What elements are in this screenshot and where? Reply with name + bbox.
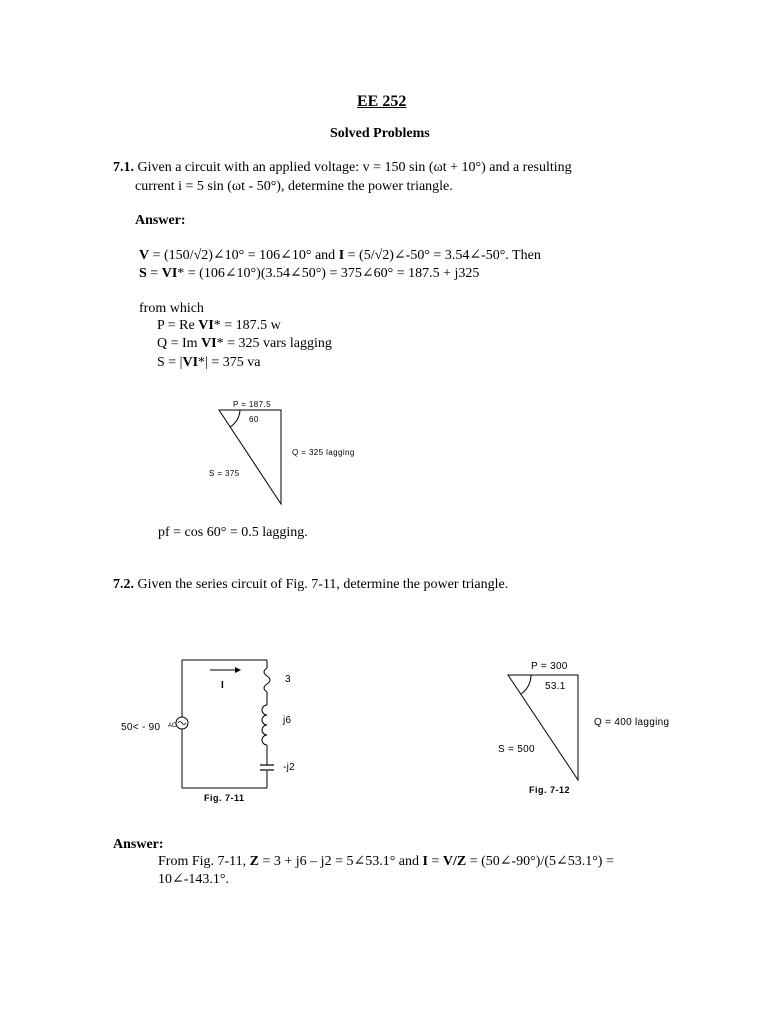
symbol-vi: VI — [182, 355, 199, 370]
symbol-v: V — [139, 248, 150, 263]
current-label: I — [221, 680, 225, 691]
triangle-shape — [219, 410, 281, 504]
reactive-power-value: * = 325 vars lagging — [216, 336, 332, 351]
resistor-label: 3 — [285, 674, 291, 685]
triangle-shape — [508, 675, 578, 780]
symbol-z: Z — [249, 854, 259, 869]
problem-line-1: Given a circuit with an applied voltage: v = 150 sin (ωt + 10°) and a resulting — [137, 160, 572, 175]
equation-s — [139, 265, 479, 283]
triangle-angle-label: 60 — [249, 415, 259, 424]
symbol-vi: VI — [198, 318, 214, 333]
problem-7-2-text: Given the series circuit of Fig. 7-11, determine the power triangle. — [134, 577, 509, 592]
real-power-value: * = 187.5 w — [213, 318, 281, 333]
equals: = — [146, 266, 162, 281]
problem-7-1-statement — [113, 159, 572, 177]
symbol-i: I — [422, 854, 428, 869]
source-label: 50< - 90 — [121, 722, 161, 733]
inductor-symbol — [262, 705, 267, 745]
problem-number: 7.2. — [113, 577, 134, 592]
resistor-symbol — [264, 668, 270, 692]
reactive-power-prefix: Q = Im — [157, 336, 202, 351]
power-factor: pf = cos 60° = 0.5 lagging. — [158, 525, 308, 540]
equation-v-text: = (150/√2)∠10° = 106∠10° and — [149, 248, 339, 263]
from-which: from which — [139, 301, 204, 316]
answer-label: Answer: — [113, 837, 164, 852]
current-text: = (50∠-90°)/(5∠53.1°) = — [466, 854, 614, 869]
equation-v-i — [139, 247, 541, 265]
equals: = — [427, 854, 443, 869]
page-title: EE 252 — [357, 93, 407, 110]
equation-s-text: * = (106∠10°)(3.54∠50°) = 375∠60° = 187.5 + j325 — [177, 266, 480, 281]
real-power-line — [157, 317, 281, 335]
triangle-q-label: Q = 325 lagging — [292, 448, 355, 457]
triangle-p-label: P = 300 — [531, 661, 568, 672]
triangle-q-label: Q = 400 lagging — [594, 717, 670, 728]
answer-text: From Fig. 7-11, — [158, 854, 250, 869]
answer-line-2: 10∠-143.1°. — [158, 872, 229, 887]
problem-line-2: current i = 5 sin (ωt - 50°), determine the power triangle. — [135, 179, 453, 194]
symbol-s: S — [139, 266, 147, 281]
triangle-angle-label: 53.1 — [545, 681, 566, 692]
angle-arc — [230, 410, 240, 427]
problem-number: 7.1. — [113, 160, 134, 175]
inductor-label: j6 — [283, 715, 292, 726]
triangle-p-label: P = 187.5 — [233, 400, 271, 409]
triangle-s-label: S = 375 — [209, 469, 240, 478]
impedance-text: = 3 + j6 – j2 = 5∠53.1° and — [259, 854, 423, 869]
triangle-s-label: S = 500 — [498, 744, 535, 755]
symbol-vi: VI — [201, 336, 217, 351]
symbol-i: I — [338, 248, 345, 263]
apparent-power-line — [157, 354, 260, 372]
problem-7-2-statement — [113, 576, 508, 594]
page-subtitle: Solved Problems — [330, 126, 430, 141]
answer-label: Answer: — [135, 213, 186, 228]
answer-line-1 — [158, 853, 614, 871]
reactive-power-line — [157, 335, 332, 353]
apparent-power-prefix: S = | — [157, 355, 183, 370]
capacitor-label: -j2 — [283, 762, 296, 773]
arrow-head-icon — [235, 667, 241, 673]
figure-caption: Fig. 7-12 — [529, 785, 571, 795]
equation-i-text: = (5/√2)∠-50° = 3.54∠-50°. Then — [344, 248, 541, 263]
angle-arc — [521, 675, 531, 694]
apparent-power-value: *| = 375 va — [198, 355, 261, 370]
source-type-label: AC — [168, 723, 177, 729]
figure-caption: Fig. 7-11 — [204, 793, 245, 803]
symbol-v-over-z: V/Z — [442, 854, 467, 869]
real-power-prefix: P = Re — [157, 318, 199, 333]
symbol-vi: VI — [161, 266, 178, 281]
